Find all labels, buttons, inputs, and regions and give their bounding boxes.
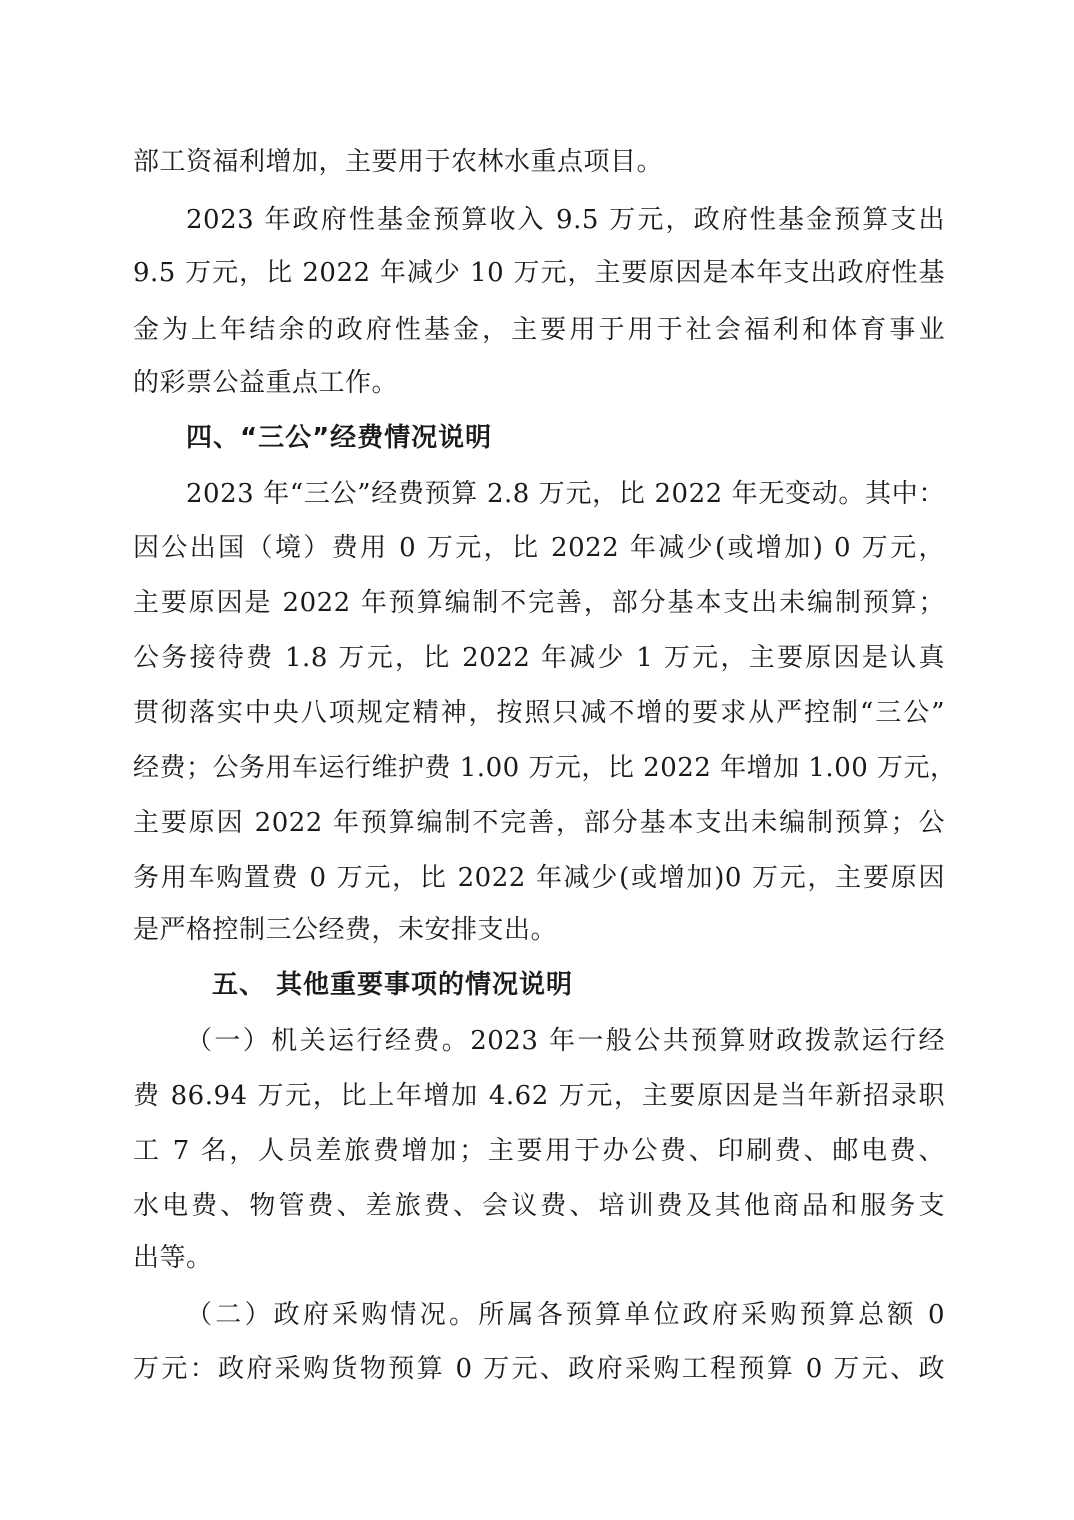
section-heading: 四、“三公”经费情况说明 — [186, 423, 493, 453]
paragraph-line: 主要原因是 2022 年预算编制不完善，部分基本支出未编制预算； — [133, 588, 945, 618]
paragraph-line: 水电费、物管费、差旅费、会议费、培训费及其他商品和服务支 — [133, 1191, 945, 1221]
paragraph-line: 务用车购置费 0 万元，比 2022 年减少(或增加)0 万元，主要原因 — [133, 863, 945, 893]
paragraph-line: 出等。 — [133, 1243, 213, 1273]
paragraph-line: 2023 年“三公”经费预算 2.8 万元，比 2022 年无变动。其中： — [186, 479, 945, 509]
paragraph-line: （一）机关运行经费。2023 年一般公共预算财政拨款运行经 — [186, 1026, 945, 1056]
paragraph-line: 9.5 万元，比 2022 年减少 10 万元，主要原因是本年支出政府性基 — [133, 258, 945, 288]
paragraph-line: 主要原因 2022 年预算编制不完善，部分基本支出未编制预算；公 — [133, 808, 945, 838]
paragraph-line: 部工资福利增加，主要用于农林水重点项目。 — [133, 147, 664, 177]
paragraph-line: 2023 年政府性基金预算收入 9.5 万元，政府性基金预算支出 — [186, 205, 945, 235]
paragraph-line: 经费；公务用车运行维护费 1.00 万元，比 2022 年增加 1.00 万元， — [133, 753, 957, 783]
paragraph-line: 是严格控制三公经费，未安排支出。 — [133, 915, 558, 945]
paragraph-line: 金为上年结余的政府性基金，主要用于用于社会福利和体育事业 — [133, 315, 945, 345]
paragraph-line: 因公出国（境）费用 0 万元，比 2022 年减少(或增加) 0 万元， — [133, 533, 945, 563]
paragraph-line: 万元：政府采购货物预算 0 万元、政府采购工程预算 0 万元、政 — [133, 1354, 945, 1384]
paragraph-line: 费 86.94 万元，比上年增加 4.62 万元，主要原因是当年新招录职 — [133, 1081, 945, 1111]
paragraph-line: 贯彻落实中央八项规定精神，按照只减不增的要求从严控制“三公” — [133, 698, 945, 728]
paragraph-line: 公务接待费 1.8 万元，比 2022 年减少 1 万元，主要原因是认真 — [133, 643, 945, 673]
paragraph-line: 工 7 名，人员差旅费增加；主要用于办公费、印刷费、邮电费、 — [133, 1136, 945, 1166]
paragraph-line: 的彩票公益重点工作。 — [133, 368, 399, 398]
paragraph-line: （二）政府采购情况。所属各预算单位政府采购预算总额 0 — [186, 1300, 945, 1330]
section-heading: 五、 其他重要事项的情况说明 — [212, 970, 574, 1000]
